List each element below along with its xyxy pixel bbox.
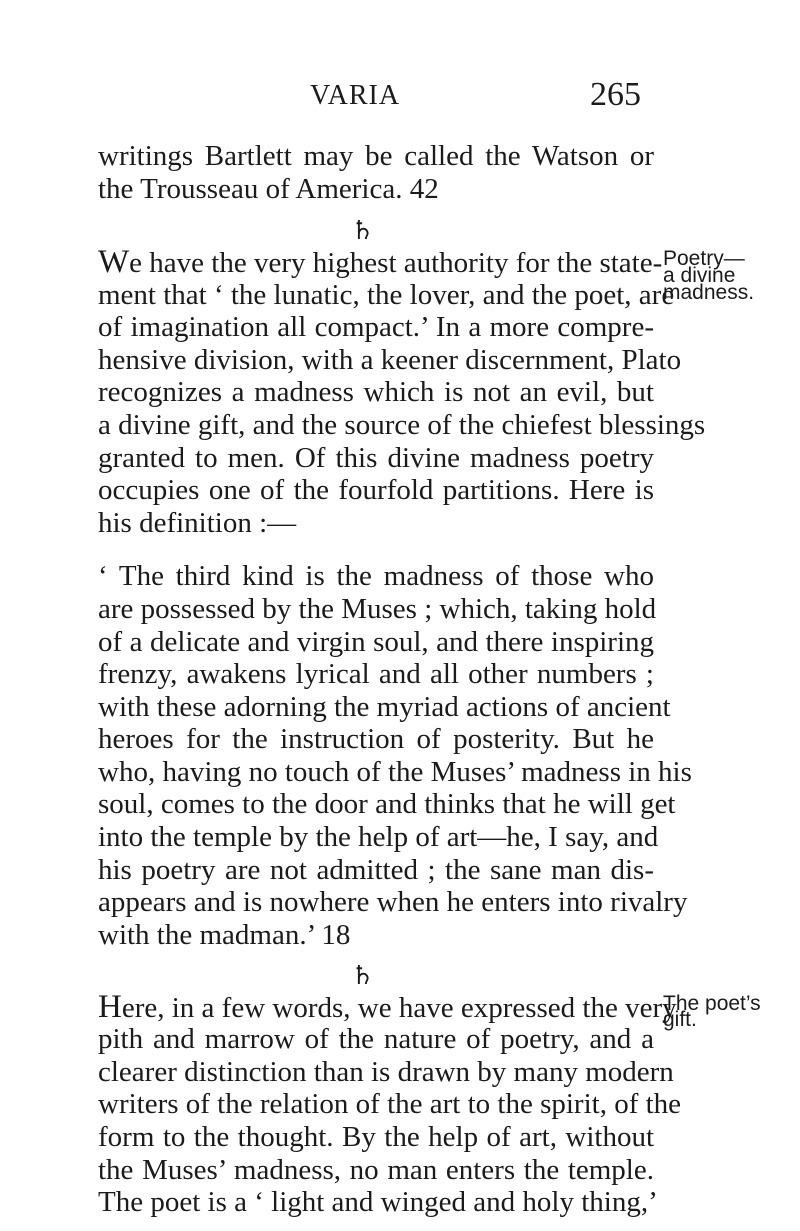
quote-line: with these adorning the myriad actions of ancient [98,690,671,723]
text-line: form to the thought. By the help of art, without [98,1121,654,1154]
margin-note-gift: gift. [663,1008,697,1032]
page-header [0,66,800,116]
text-line: the Trousseau of America. 42 [98,172,439,205]
text-line: writings Bartlett may be called the Watson or [98,140,654,172]
quote-line: with the madman.’ 18 [98,918,351,951]
quote-line: frenzy, awakens lyrical and all other numbers ; [98,658,654,691]
text-line: writers of the relation of the art to the spirit, of the [98,1088,682,1121]
text-line: The poet is a ‘ light and winged and holy thing,’ [98,1186,658,1219]
first-line-text: ere, in a few words, we have expressed the very [121,991,677,1024]
text-line: hensive division, with a keener discernment, Plato [98,343,682,376]
text-line: ment that ‘ the lunatic, the lover, and the poet, are [98,278,675,311]
quote-line: appears and is nowhere when he enters into rivalry [98,886,688,919]
text-line: occupies one of the fourfold partitions. Here is [98,474,654,507]
quote-line: who, having no touch of the Muses’ madness in his [98,755,692,788]
quote-line: his poetry are not admitted ; the sane man dis- [98,853,654,886]
text-line: his definition :— [98,506,297,539]
text-line: of imagination all compact.’ In a more compre- [98,311,654,344]
section-ornament: ♄ [351,960,375,990]
quote-line: ‘ The third kind is the madness of those who [98,560,654,593]
initial-letter: W [98,244,130,281]
initial-letter: H [98,988,122,1025]
running-head: VARIA [310,80,401,111]
first-line-text: e have the very highest authority for the state- [129,247,663,280]
margin-note-poetry: madness. [663,280,755,304]
quote-line: into the temple by the help of art—he, I say, and [98,821,659,854]
quote-line: heroes for the instruction of posterity. But he [98,723,654,756]
quote-line: are possessed by the Muses ; which, taking hold [98,592,657,625]
text-line: pith and marrow of the nature of poetry, and a [98,1023,654,1056]
text-line: recognizes a madness which is not an evil, but [98,376,654,409]
page-number: 265 [590,76,641,113]
quote-line: soul, comes to the door and thinks that he will get [98,788,676,821]
margin-note-poetry: Poetry— [663,247,745,271]
quote-line: of a delicate and virgin soul, and there inspiring [98,625,654,658]
text-line: the Muses’ madness, no man enters the temple. [98,1153,654,1186]
text-line: granted to men. Of this divine madness poetry [98,441,654,474]
text-line: clearer distinction than is drawn by many modern [98,1055,674,1088]
margin-note-poetry: a divine [663,263,736,287]
margin-note-gift: The poet’s [663,991,761,1015]
section-ornament: ♄ [351,216,375,246]
text-line: a divine gift, and the source of the chiefest blessings [98,409,706,442]
